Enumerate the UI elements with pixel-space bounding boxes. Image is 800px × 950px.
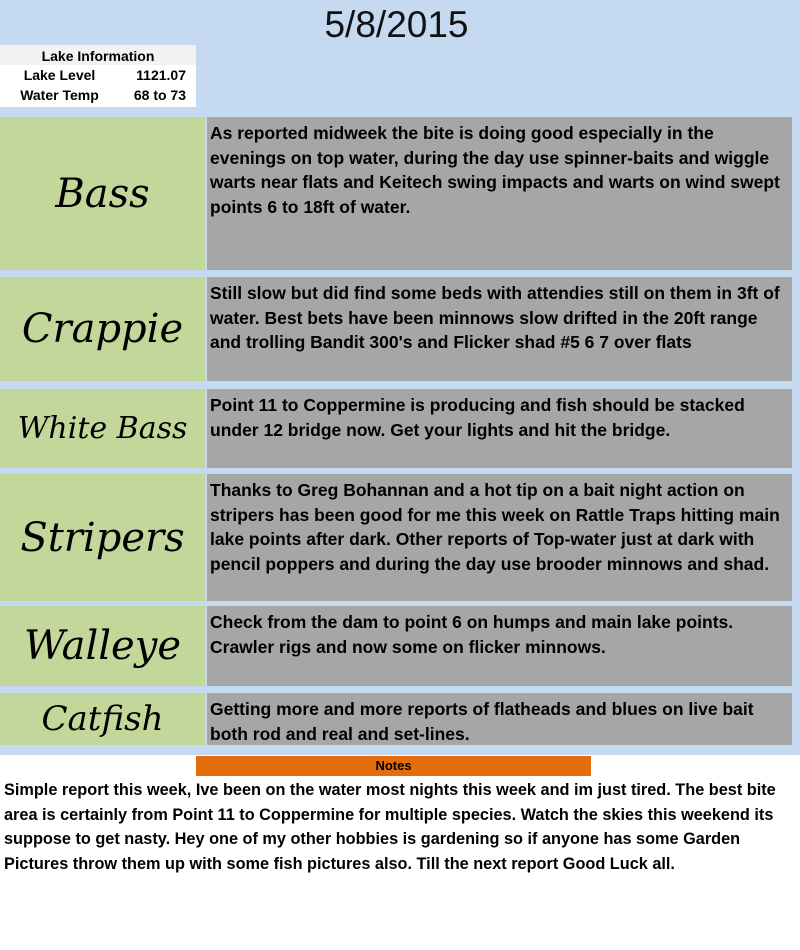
water-temp-label: Water Temp [20,87,99,103]
lake-information-table [0,45,196,107]
lake-level-label: Lake Level [23,67,96,83]
species-report-bass: As reported midweek the bite is doing good especially in the evenings on top water, during the day use spinner-baits and wiggle warts near flats and Keitech swing impacts and warts on wind swept points 6 to 18ft of water. [207,117,792,270]
water-temp-row [0,85,196,105]
species-row-bass [0,117,800,270]
species-name-walleye: Walleye [0,606,205,686]
report-date: 5/8/2015 [324,4,469,45]
species-row-stripers [0,474,800,601]
lake-information-title: Lake Information [0,45,196,65]
species-report-stripers: Thanks to Greg Bohannan and a hot tip on a bait night action on stripers has been good for me this week on Rattle Traps hitting main lake points after dark. Other reports of Top-water just at dark with pencil poppers and during the day use brooder minnows and shad. [207,474,792,601]
species-report-white-bass: Point 11 to Coppermine is producing and fish should be stacked under 12 bridge now. Get your lights and hit the bridge. [207,389,792,468]
species-report-catfish: Getting more and more reports of flatheads and blues on live bait both rod and real and set-lines. [207,693,792,745]
lake-level-value: 1121.07 [136,67,186,83]
notes-header: Notes [196,756,591,776]
species-name-stripers: Stripers [0,474,205,601]
lake-level-row [0,65,196,85]
species-row-white-bass [0,389,800,468]
species-report-walleye: Check from the dam to point 6 on humps and main lake points. Crawler rigs and now some on flicker minnows. [207,606,792,686]
species-row-walleye [0,606,800,686]
water-temp-value: 68 to 73 [133,87,186,103]
species-report-crappie: Still slow but did find some beds with attendies still on them in 3ft of water. Best bets have been minnows slow drifted in the 20ft range and trolling Bandit 300's and Flicker shad #5 6 7 over flats [207,277,792,381]
species-name-bass: Bass [0,117,205,270]
species-name-catfish: Catfish [0,693,205,745]
species-row-crappie [0,277,800,381]
species-name-crappie: Crappie [0,277,205,381]
species-row-catfish [0,693,800,745]
notes-text: Simple report this week, Ive been on the water most nights this week and im just tired. The best bite area is certainly from Point 11 to Coppermine for multiple species. Watch the skies this weekend its suppose to get nasty. Hey one of my other hobbies is gardening so if anyone has some Garden Pictures throw them up with some fish pictures also. Till the next report Good Luck all. [4,781,776,873]
species-name-white-bass: White Bass [0,389,205,468]
